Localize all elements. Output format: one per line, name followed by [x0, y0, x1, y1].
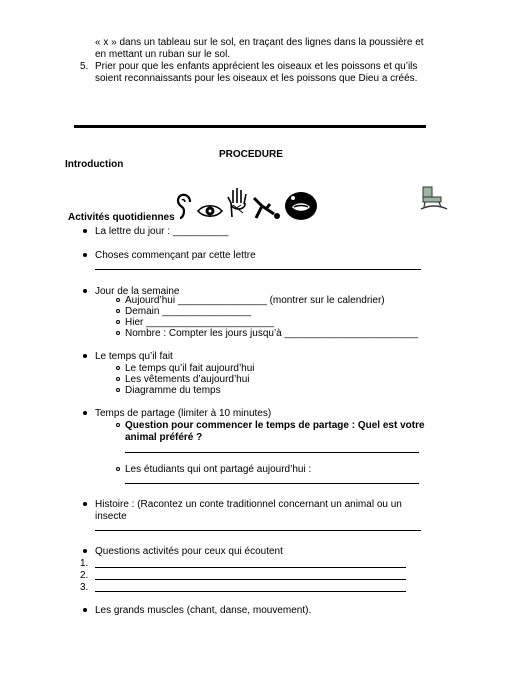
bullet: [83, 608, 87, 612]
day-of-week: Jour de la semaine: [95, 286, 180, 297]
bullet: [83, 502, 87, 506]
number-1: 1.: [80, 558, 89, 569]
question-line-1: Question pour commencer le temps de partage : Quel est votre: [125, 420, 425, 431]
continuation-line-1: « x » dans un tableau sur le sol, en traçant des lignes dans la poussière et: [95, 37, 424, 48]
sub-bullet: [116, 377, 120, 381]
weather-chart: Diagramme du temps: [125, 385, 221, 396]
sub-bullet: [116, 320, 120, 324]
introduction-heading: Introduction: [65, 159, 124, 170]
writing-line: [95, 269, 421, 270]
activities-heading: Activités quotidiennes: [68, 212, 175, 223]
eye-icon: [196, 203, 224, 219]
bullet: [83, 229, 87, 233]
continuation-line-2: en mettant un ruban sur le sol.: [95, 49, 231, 60]
letter-of-day: La lettre du jour : __________: [95, 226, 229, 237]
procedure-title: PROCEDURE: [219, 149, 283, 160]
question-line-2: animal préféré ?: [125, 432, 203, 443]
sub-bullet: [116, 309, 120, 313]
hand-icon: [226, 187, 250, 219]
sharing-time: Temps de partage (limiter à 10 minutes): [95, 408, 272, 419]
tomorrow-line: Demain ________________: [125, 306, 252, 317]
item-5-line-2: soient reconnaissants pour les oiseaux et les poissons que Dieu a créés.: [95, 73, 418, 84]
sub-bullet: [116, 423, 120, 427]
sub-bullet: [116, 331, 120, 335]
number-3: 3.: [80, 582, 89, 593]
sub-bullet: [116, 366, 120, 370]
story-line-2: insecte: [95, 511, 127, 522]
item-5-number: 5.: [80, 61, 89, 72]
listener-questions: Questions activités pour ceux qui écoutent: [95, 546, 283, 557]
students-shared: Les étudiants qui ont partagé aujourd’hui :: [125, 464, 312, 475]
ear-icon: [176, 193, 194, 221]
writing-line: [125, 452, 419, 453]
clothes-today: Les vêtements d’aujourd’hui: [125, 374, 250, 385]
count-days-line: Nombre : Compter les jours jusqu’à ________________________: [125, 328, 418, 339]
section-divider: [74, 125, 426, 128]
sub-bullet: [116, 388, 120, 392]
exercise-figure-icon: [252, 196, 282, 220]
weather-today: Le temps qu’il fait aujourd’hui: [125, 363, 255, 374]
mouth-taste-icon: [283, 190, 319, 222]
writing-line: [95, 530, 421, 531]
item-5-line-1: Prier pour que les enfants apprécient les oiseaux et les poissons et qu’ils: [95, 61, 418, 72]
bullet: [83, 549, 87, 553]
bullet: [83, 289, 87, 293]
writing-line: [95, 579, 406, 580]
things-starting-with-letter: Choses commençant par cette lettre: [95, 250, 256, 261]
story-line-1: Histoire : (Racontez un conte traditionnel concernant un animal ou un: [95, 499, 402, 510]
writing-line: [125, 483, 419, 484]
sub-bullet: [116, 467, 120, 471]
weather-heading: Le temps qu’il fait: [95, 351, 173, 362]
writing-line: [95, 591, 406, 592]
large-muscles: Les grands muscles (chant, danse, mouvement).: [95, 605, 312, 616]
bullet: [83, 354, 87, 358]
writing-line: [95, 567, 406, 568]
number-2: 2.: [80, 570, 89, 581]
rocking-chair-icon: [419, 185, 449, 211]
today-line: Aujourd’hui ________________ (montrer sur le calendrier): [125, 295, 385, 306]
yesterday-line: Hier _______________________: [125, 317, 275, 328]
sub-bullet: [116, 298, 120, 302]
bullet: [83, 411, 87, 415]
bullet: [83, 253, 87, 257]
